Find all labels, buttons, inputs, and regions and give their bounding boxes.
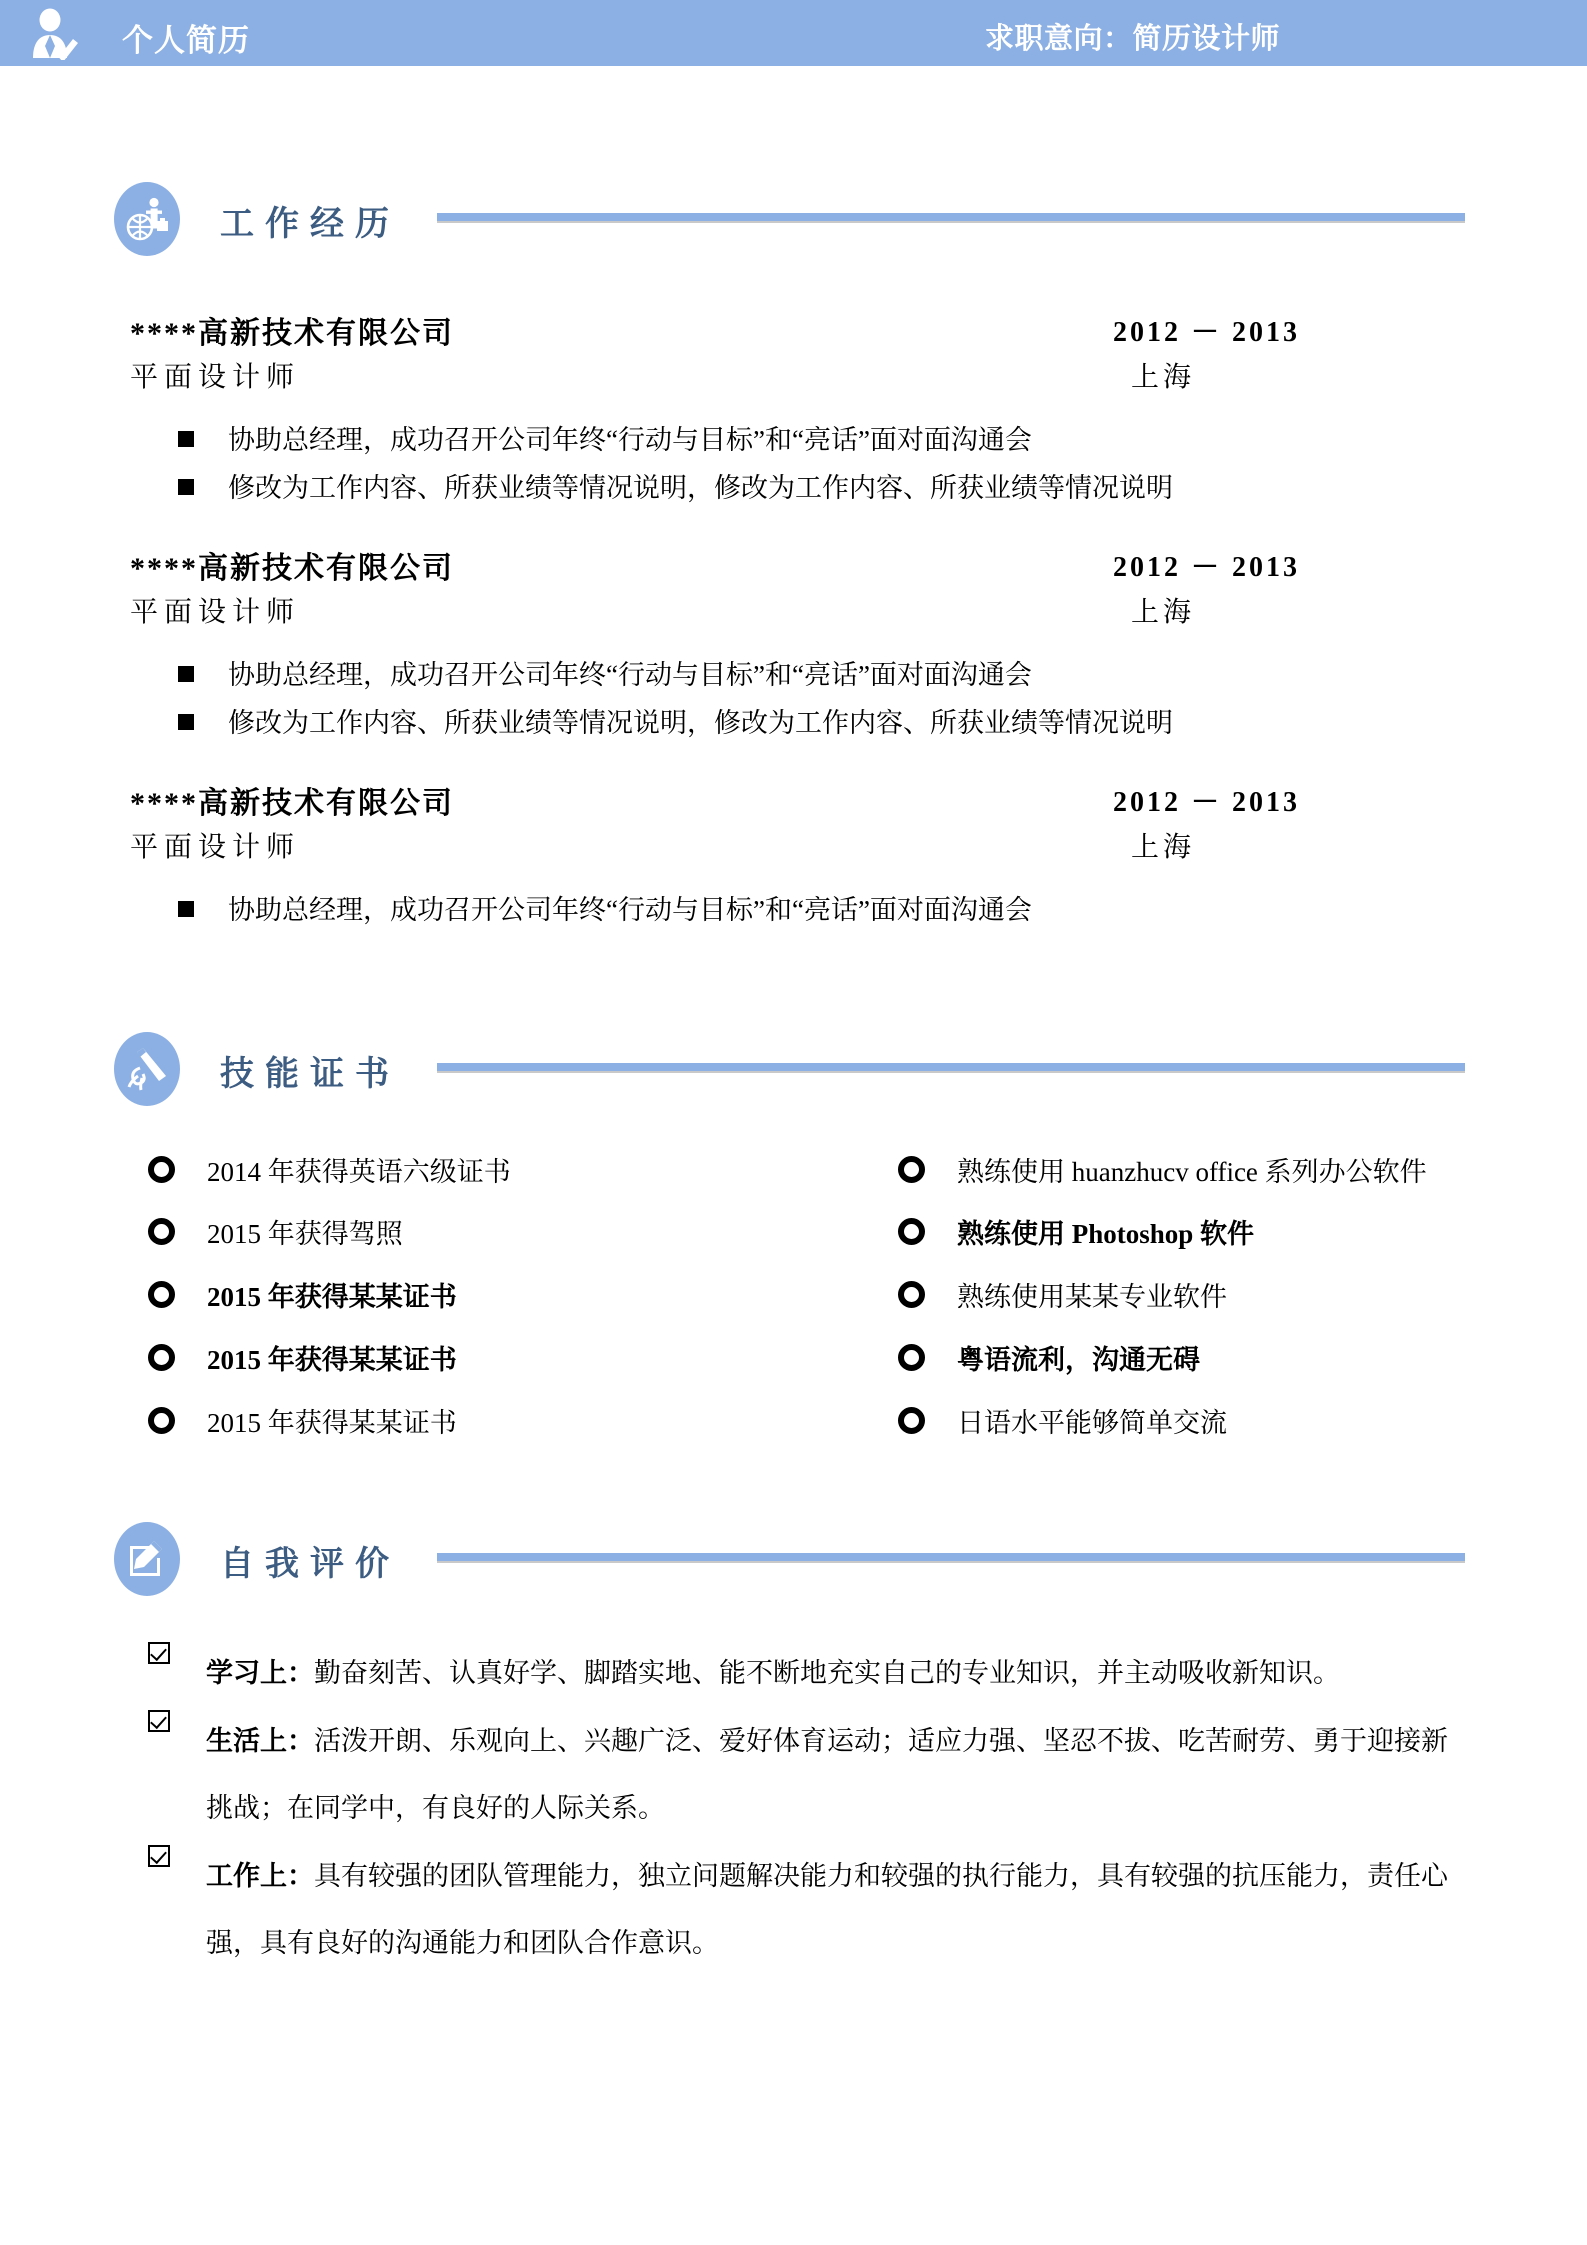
skill-item xyxy=(898,1401,1227,1440)
job-role: 平面设计师 xyxy=(130,832,301,863)
skill-text: 2015 年获得驾照 xyxy=(207,1219,403,1249)
skill-item xyxy=(148,1338,457,1377)
job-objective: 求职意向：简历设计师 xyxy=(985,23,1281,55)
square-bullet-icon xyxy=(178,714,194,730)
skill-item xyxy=(148,1212,403,1251)
skill-text: 熟练使用 Photoshop 软件 xyxy=(957,1219,1255,1249)
section-rule-evaluation xyxy=(437,1553,1465,1561)
job-location: 上海 xyxy=(1131,597,1196,628)
section-header-work xyxy=(0,182,1587,256)
job-bullet xyxy=(178,418,1032,457)
checkbox-checked-icon xyxy=(148,1710,170,1732)
evaluation-item xyxy=(148,1708,1468,1842)
section-header-skills xyxy=(0,1032,1587,1106)
skill-text: 2015 年获得某某证书 xyxy=(207,1345,457,1375)
job-role: 平面设计师 xyxy=(130,597,301,628)
job-bullet xyxy=(178,701,1173,740)
skill-text: 2014 年获得英语六级证书 xyxy=(207,1157,511,1187)
job-company: ****高新技术有限公司 xyxy=(130,552,454,585)
square-bullet-icon xyxy=(178,431,194,447)
section-title-evaluation: 自我评价 xyxy=(220,1546,400,1583)
job-dates: 2012 － 2013 xyxy=(1113,552,1301,583)
job-location: 上海 xyxy=(1131,832,1196,863)
skill-item xyxy=(898,1275,1227,1314)
square-bullet-icon xyxy=(178,479,194,495)
evaluation-label: 工作上： xyxy=(206,1861,314,1891)
ring-bullet-icon xyxy=(898,1281,925,1308)
page-title: 个人简历 xyxy=(122,23,250,58)
skill-text: 熟练使用 huanzhucv office 系列办公软件 xyxy=(957,1157,1427,1187)
evaluation-item xyxy=(148,1640,1468,1707)
skill-item xyxy=(148,1150,511,1189)
skill-item xyxy=(898,1338,1200,1377)
section-rule-work xyxy=(437,213,1465,221)
job-dates: 2012 － 2013 xyxy=(1113,317,1301,348)
section-title-work: 工作经历 xyxy=(220,206,400,243)
ring-bullet-icon xyxy=(898,1344,925,1371)
job-bullet-text: 修改为工作内容、所获业绩等情况说明，修改为工作内容、所获业绩等情况说明 xyxy=(228,473,1173,503)
square-bullet-icon xyxy=(178,901,194,917)
job-location: 上海 xyxy=(1131,362,1196,393)
job-bullet-text: 修改为工作内容、所获业绩等情况说明，修改为工作内容、所获业绩等情况说明 xyxy=(228,708,1173,738)
job-role: 平面设计师 xyxy=(130,362,301,393)
evaluation-item xyxy=(148,1843,1468,1977)
job-company: ****高新技术有限公司 xyxy=(130,317,454,350)
section-header-evaluation xyxy=(0,1522,1587,1596)
job-bullet-text: 协助总经理，成功召开公司年终“行动与目标”和“亮话”面对面沟通会 xyxy=(228,660,1032,690)
skill-text: 粤语流利，沟通无碍 xyxy=(957,1345,1200,1375)
ring-bullet-icon xyxy=(148,1218,175,1245)
skill-item xyxy=(898,1212,1254,1251)
skill-text: 2015 年获得某某证书 xyxy=(207,1408,457,1438)
ring-bullet-icon xyxy=(148,1407,175,1434)
job-bullet-text: 协助总经理，成功召开公司年终“行动与目标”和“亮话”面对面沟通会 xyxy=(228,895,1032,925)
ring-bullet-icon xyxy=(898,1218,925,1245)
pencil-edit-icon xyxy=(114,1522,180,1596)
page-header xyxy=(0,0,1587,66)
checkbox-checked-icon xyxy=(148,1642,170,1664)
skill-text: 日语水平能够简单交流 xyxy=(957,1408,1227,1438)
job-bullet xyxy=(178,466,1173,505)
checkbox-checked-icon xyxy=(148,1845,170,1867)
skill-item xyxy=(898,1150,1427,1189)
evaluation-text: 勤奋刻苦、认真好学、脚踏实地、能不断地充实自己的专业知识，并主动吸收新知识。 xyxy=(314,1658,1340,1688)
job-bullet xyxy=(178,888,1032,927)
ring-bullet-icon xyxy=(898,1407,925,1434)
skill-item xyxy=(148,1275,457,1314)
ring-bullet-icon xyxy=(898,1156,925,1183)
ring-bullet-icon xyxy=(148,1281,175,1308)
evaluation-text: 活泼开朗、乐观向上、兴趣广泛、爱好体育运动；适应力强、坚忍不拔、吃苦耐劳、勇于迎接新挑战；在同学中，有良好的人际关系。 xyxy=(206,1726,1448,1823)
evaluation-label: 生活上： xyxy=(206,1726,314,1756)
ring-bullet-icon xyxy=(148,1344,175,1371)
person-check-icon xyxy=(26,8,80,60)
section-rule-skills xyxy=(437,1063,1465,1071)
skill-item xyxy=(148,1401,457,1440)
ring-bullet-icon xyxy=(148,1156,175,1183)
section-title-skills: 技能证书 xyxy=(220,1056,400,1093)
skill-text: 熟练使用某某专业软件 xyxy=(957,1282,1227,1312)
job-company: ****高新技术有限公司 xyxy=(130,787,454,820)
skill-text: 2015 年获得某某证书 xyxy=(207,1282,457,1312)
briefcase-person-icon xyxy=(114,182,180,256)
job-dates: 2012 － 2013 xyxy=(1113,787,1301,818)
diploma-scroll-icon xyxy=(114,1032,180,1106)
evaluation-label: 学习上： xyxy=(206,1658,314,1688)
job-bullet xyxy=(178,653,1032,692)
job-bullet-text: 协助总经理，成功召开公司年终“行动与目标”和“亮话”面对面沟通会 xyxy=(228,425,1032,455)
square-bullet-icon xyxy=(178,666,194,682)
evaluation-text: 具有较强的团队管理能力，独立问题解决能力和较强的执行能力，具有较强的抗压能力，责任心强，具有良好的沟通能力和团队合作意识。 xyxy=(206,1861,1448,1958)
